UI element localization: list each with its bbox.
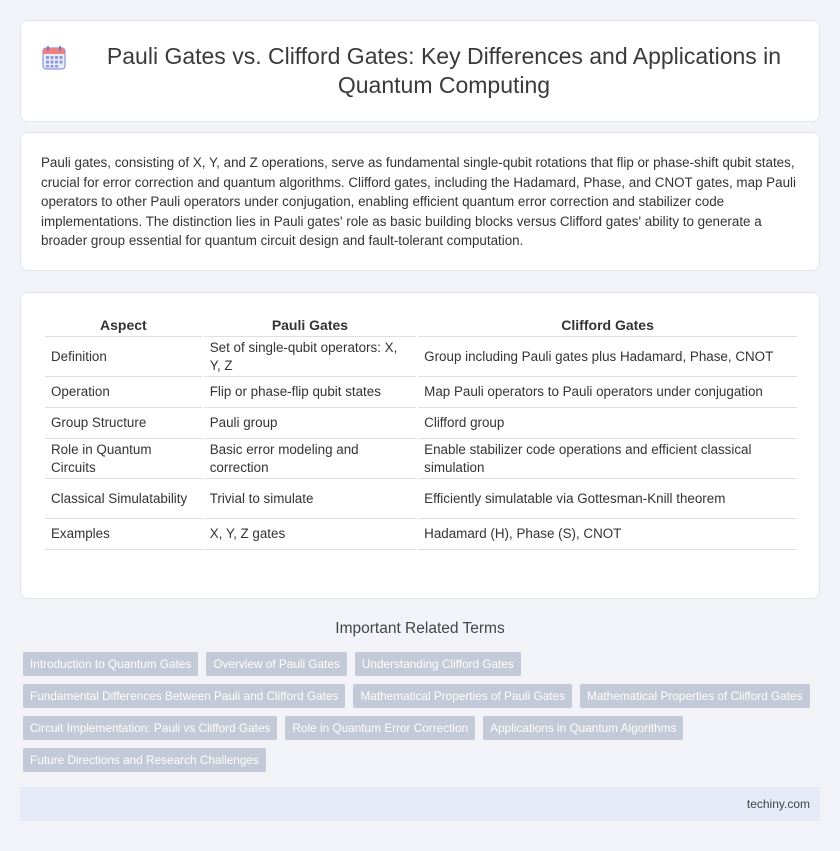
comparison-table bbox=[43, 313, 799, 550]
related-term-link[interactable]: Introduction to Quantum Gates bbox=[23, 652, 198, 676]
related-terms-list bbox=[23, 652, 813, 772]
cell-pauli: Pauli group bbox=[204, 408, 416, 439]
comparison-table-card bbox=[20, 292, 820, 599]
table-row bbox=[45, 519, 797, 550]
footer bbox=[20, 787, 820, 821]
table-row bbox=[45, 377, 797, 408]
related-term-link[interactable]: Future Directions and Research Challenges bbox=[23, 748, 266, 772]
header-aspect: Aspect bbox=[45, 313, 202, 337]
cell-pauli: X, Y, Z gates bbox=[204, 519, 416, 550]
related-terms-title: Important Related Terms bbox=[335, 620, 505, 637]
related-term-link[interactable]: Circuit Implementation: Pauli vs Clifford Gates bbox=[23, 716, 277, 740]
table-row bbox=[45, 439, 797, 479]
cell-clifford: Map Pauli operators to Pauli operators under conjugation bbox=[418, 377, 797, 408]
related-term-link[interactable]: Fundamental Differences Between Pauli and Clifford Gates bbox=[23, 684, 345, 708]
cell-pauli: Set of single-qubit operators: X, Y, Z bbox=[204, 337, 416, 377]
table-row bbox=[45, 337, 797, 377]
calendar-grid-icon bbox=[41, 45, 67, 71]
cell-aspect: Group Structure bbox=[45, 408, 202, 439]
cell-clifford: Efficiently simulatable via Gottesman-Knill theorem bbox=[418, 479, 797, 519]
cell-clifford: Enable stabilizer code operations and efficient classical simulation bbox=[418, 439, 797, 479]
intro-paragraph: Pauli gates, consisting of X, Y, and Z operations, serve as fundamental single-qubit rotations that flip or phase-shift qubit states, crucial for error correction and quantum algorithms. Clifford gates, including the Hadamard, Phase, and CNOT gates, map Pauli operators to other Pauli operators under conjugation, enabling efficient quantum error correction and stabilizer code implementations. The distinction lies in Pauli gates' role as basic building blocks versus Clifford gates' ability to generate a broader group essential for quantum circuit design and fault-tolerant computation. bbox=[41, 155, 796, 248]
page-title: Pauli Gates vs. Clifford Gates: Key Differences and Applications in Quantum Computing bbox=[106, 43, 782, 98]
cell-pauli: Flip or phase-flip qubit states bbox=[204, 377, 416, 408]
table-row bbox=[45, 479, 797, 519]
related-term-link[interactable]: Overview of Pauli Gates bbox=[206, 652, 347, 676]
cell-pauli: Basic error modeling and correction bbox=[204, 439, 416, 479]
title-wrap bbox=[40, 42, 800, 100]
table-header-row bbox=[45, 313, 797, 337]
related-term-link[interactable]: Mathematical Properties of Clifford Gates bbox=[580, 684, 810, 708]
related-term-link[interactable]: Understanding Clifford Gates bbox=[355, 652, 521, 676]
cell-aspect: Operation bbox=[45, 377, 202, 408]
related-term-link[interactable]: Applications in Quantum Algorithms bbox=[483, 716, 683, 740]
related-term-link[interactable]: Mathematical Properties of Pauli Gates bbox=[353, 684, 572, 708]
header-pauli-gates: Pauli Gates bbox=[204, 313, 416, 337]
intro-card bbox=[20, 132, 820, 271]
cell-aspect: Examples bbox=[45, 519, 202, 550]
header-card bbox=[20, 20, 820, 122]
header-clifford-gates: Clifford Gates bbox=[418, 313, 797, 337]
related-term-link[interactable]: Role in Quantum Error Correction bbox=[285, 716, 475, 740]
cell-aspect: Definition bbox=[45, 337, 202, 377]
cell-clifford: Hadamard (H), Phase (S), CNOT bbox=[418, 519, 797, 550]
cell-pauli: Trivial to simulate bbox=[204, 479, 416, 519]
cell-clifford: Clifford group bbox=[418, 408, 797, 439]
table-row bbox=[45, 408, 797, 439]
cell-clifford: Group including Pauli gates plus Hadamard, Phase, CNOT bbox=[418, 337, 797, 377]
cell-aspect: Classical Simulatability bbox=[45, 479, 202, 519]
footer-site-link[interactable]: techiny.com bbox=[746, 797, 810, 811]
cell-aspect: Role in Quantum Circuits bbox=[45, 439, 202, 479]
